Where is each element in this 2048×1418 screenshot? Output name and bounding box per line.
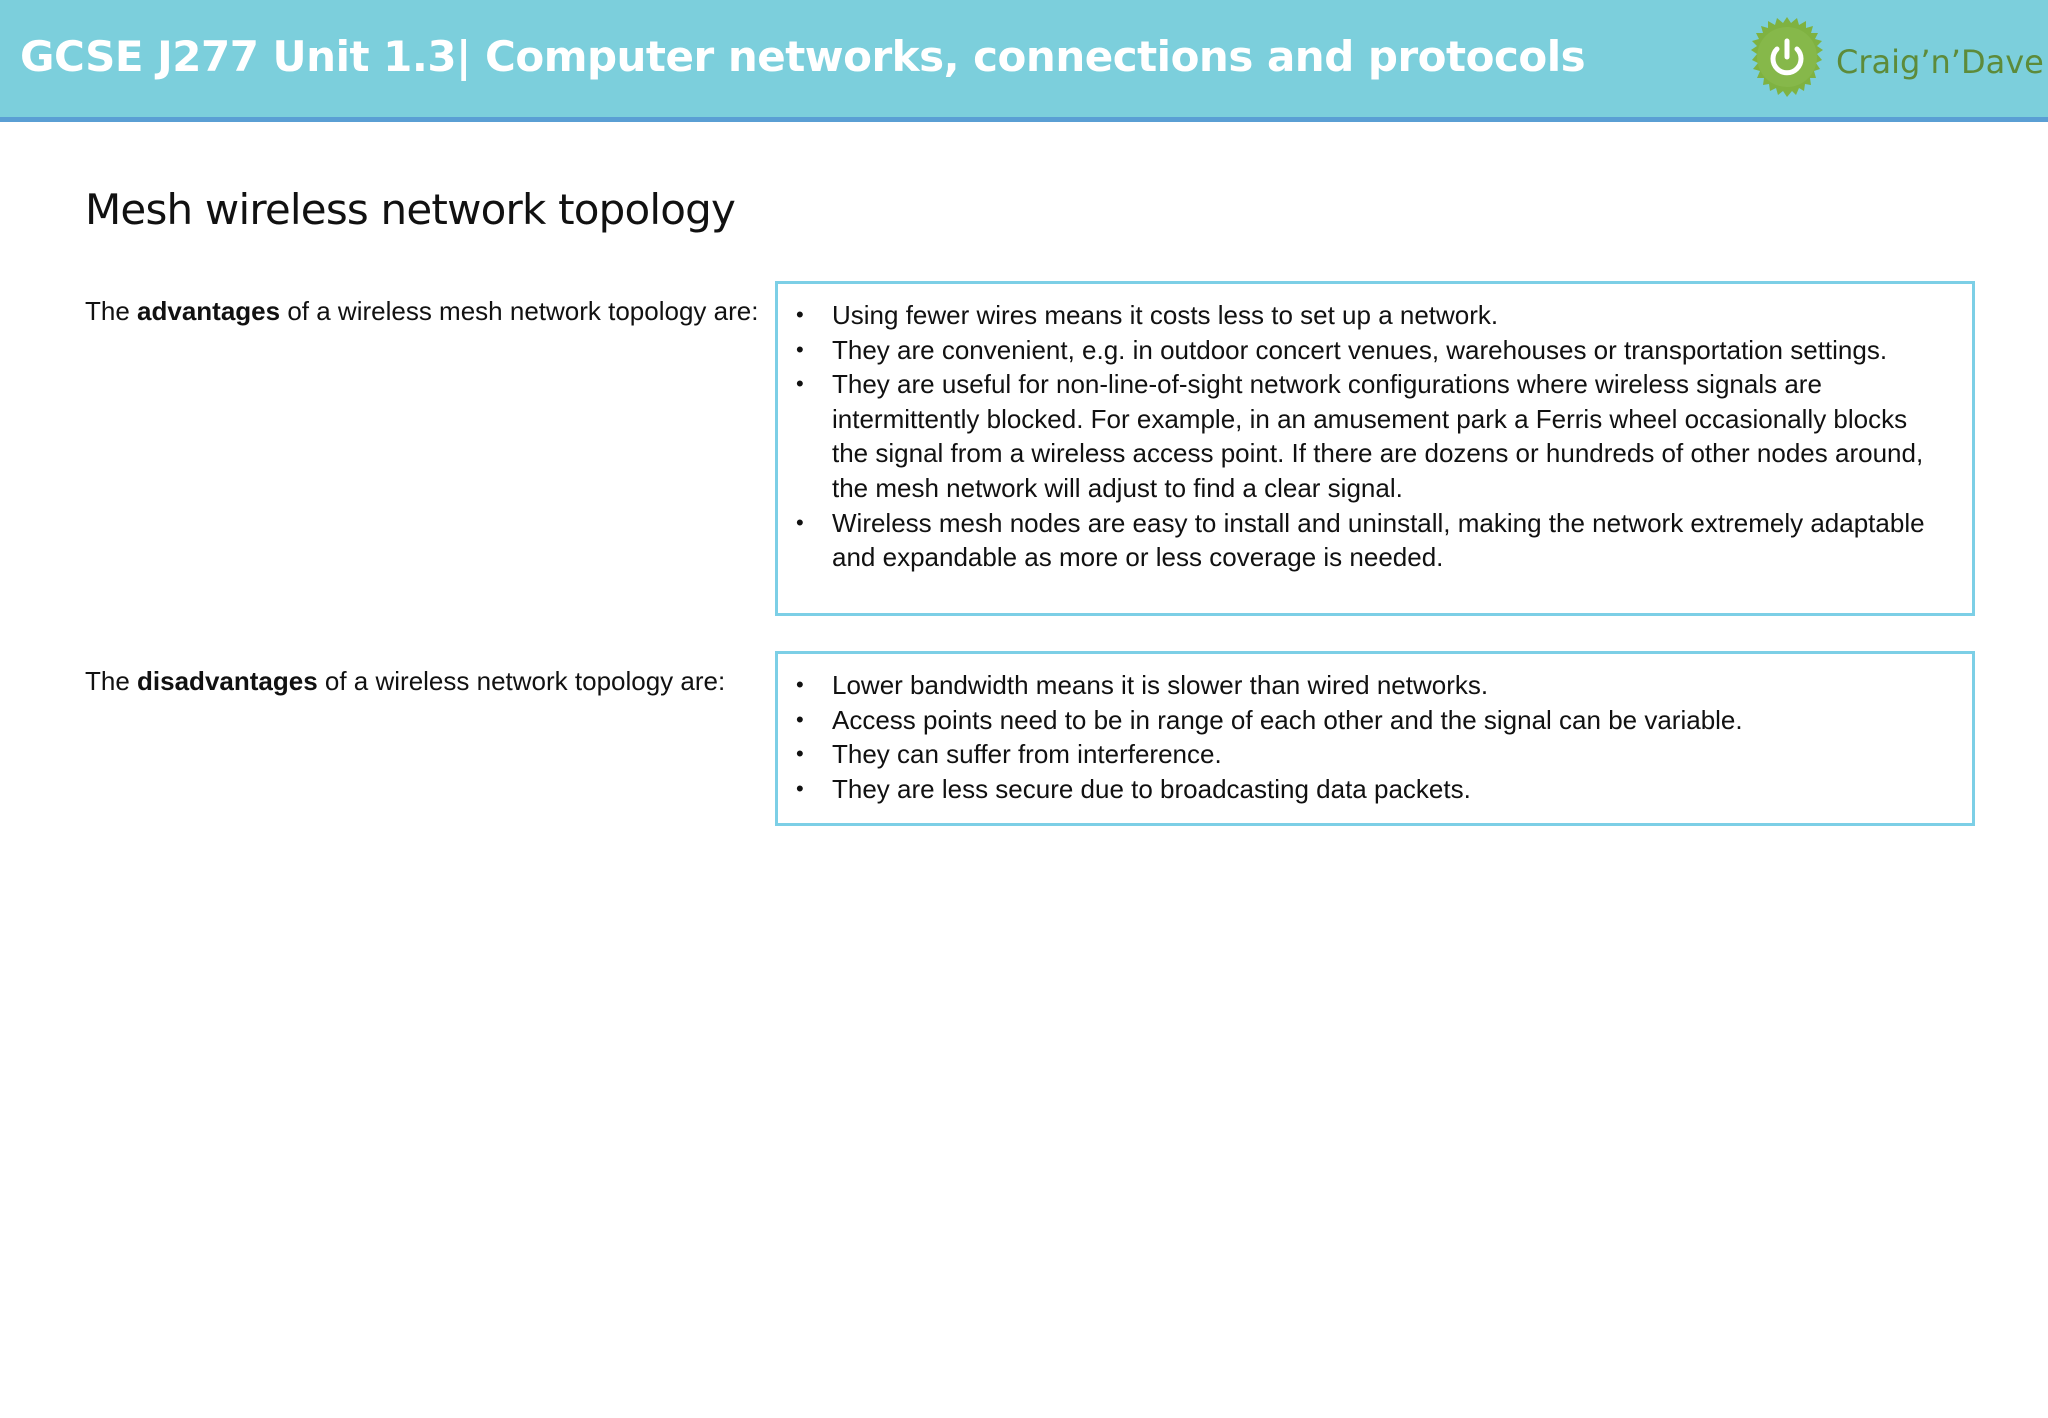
disadvantages-label-prefix: The xyxy=(85,666,138,696)
slide-title: Mesh wireless network topology xyxy=(85,185,736,234)
list-item xyxy=(778,506,1972,575)
bullet-icon: • xyxy=(796,302,804,327)
disadvantages-label xyxy=(85,664,725,698)
advantages-label-prefix: The xyxy=(85,296,138,326)
disadvantages-list xyxy=(778,668,1972,806)
list-item xyxy=(778,737,1972,772)
list-item-text: They are useful for non-line-of-sight network configurations where wireless signals are intermittently blocked. For example, in an amusement park a Ferris wheel occasionally blocks the signal from a wireless access point. If there are dozens or hundreds of other nodes around, the mesh network will adjust to find a clear signal. xyxy=(832,369,1924,503)
list-item xyxy=(778,333,1972,368)
list-item xyxy=(778,298,1972,333)
list-item xyxy=(778,703,1972,738)
bullet-icon: • xyxy=(796,672,804,697)
bullet-icon: • xyxy=(796,741,804,767)
advantages-label-suffix: of a wireless mesh network topology are: xyxy=(280,296,759,326)
list-item-text: They are less secure due to broadcasting data packets. xyxy=(832,773,1471,804)
list-item-text: Lower bandwidth means it is slower than wired networks. xyxy=(832,670,1489,700)
disadvantages-label-bold: disadvantages xyxy=(137,666,318,696)
bullet-icon: • xyxy=(796,706,804,732)
advantages-label xyxy=(85,294,758,328)
list-item-text: Access points need to be in range of each other and the signal can be variable. xyxy=(832,704,1743,735)
logo-text: Craig’n’Dave xyxy=(1836,43,2044,81)
list-item-text: They are convenient, e.g. in outdoor concert venues, warehouses or transportation settings. xyxy=(832,334,1888,365)
disadvantages-label-suffix: of a wireless network topology are: xyxy=(317,666,726,696)
advantages-label-bold: advantages xyxy=(137,296,281,326)
list-item xyxy=(778,367,1972,505)
bullet-icon: • xyxy=(796,775,804,801)
bullet-icon: • xyxy=(796,371,804,397)
bullet-icon: • xyxy=(796,509,804,535)
list-item-text: They can suffer from interference. xyxy=(832,739,1222,770)
logo-badge-icon xyxy=(1751,17,1823,97)
list-item-text: Using fewer wires means it costs less to set up a network. xyxy=(832,300,1499,330)
header-title: GCSE J277 Unit 1.3| Computer networks, connections and protocols xyxy=(20,32,1586,81)
header-band xyxy=(0,0,2048,122)
list-item-text: Wireless mesh nodes are easy to install and uninstall, making the network extremely adaptable and expandable as more or less coverage is needed. xyxy=(832,507,1925,573)
advantages-box xyxy=(775,281,1975,616)
list-item xyxy=(778,668,1972,703)
list-item xyxy=(778,772,1972,807)
disadvantages-box xyxy=(775,651,1975,826)
bullet-icon: • xyxy=(796,336,804,362)
advantages-list xyxy=(778,298,1972,575)
